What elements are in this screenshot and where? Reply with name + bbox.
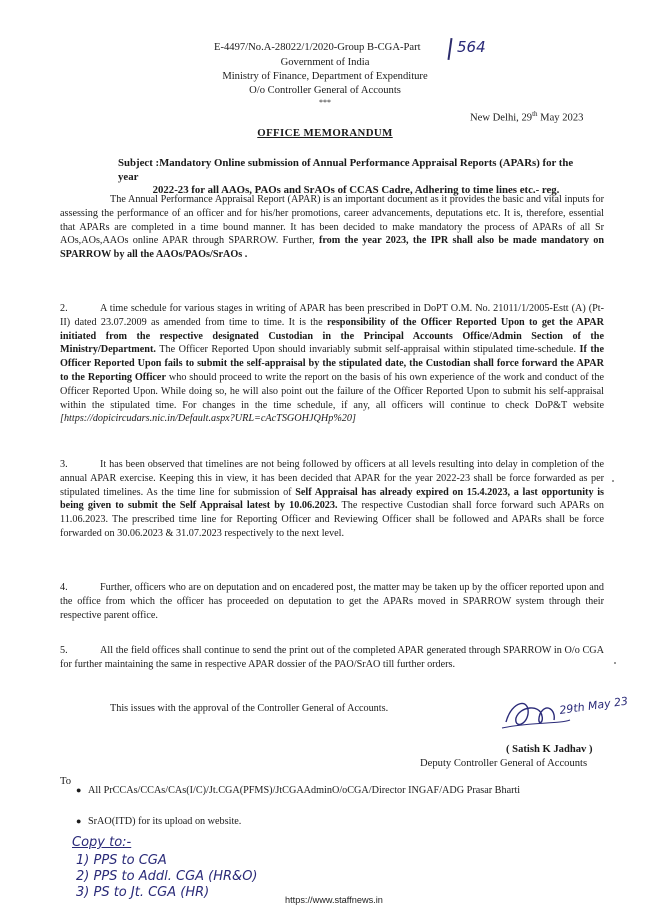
- margin-dot: [614, 662, 616, 664]
- stars-divider: ***: [319, 98, 331, 107]
- signature-date: 29th May 23: [558, 694, 629, 717]
- copy-to-heading: Copy to:-: [72, 835, 132, 850]
- paragraph-5: 5. All the field offices shall continue to send the print out of the completed APAR generated through SPARROW in O/o CGA for further maintaining the same in respective APAR dossier of the PAO/SrAO till further orders.: [60, 645, 604, 670]
- handwritten-signature: [500, 692, 630, 738]
- copy-to-item: 1) PPS to CGA: [76, 853, 167, 868]
- signatory-name: ( Satish K Jadhav ): [506, 744, 593, 755]
- handwritten-page-number: 564: [457, 38, 486, 56]
- org-line-2: Ministry of Finance, Department of Expenditure: [222, 71, 428, 82]
- paragraph-1: The Annual Performance Appraisal Report (APAR) is an important document as it provides the basic and vital inputs for assessing the performance of an officer and for his/her promotions, career advancements, deputations etc. It is, therefore, essential that APARs are completed in a time bound manner. It has been decided to make mandatory the process of APARs of all Sr AOs,AOs,AAOs online APAR through SPARROW. Further, from the year 2023, the IPR shall also be made mandatory on SPARROW by all the AAOs/PAOs/SrAOs .: [60, 194, 604, 261]
- copy-to-item: 3) PS to Jt. CGA (HR): [76, 885, 210, 900]
- dopt-link[interactable]: [https://dopicircudars.nic.in/Default.aspx?URL=cAcTSGOHJQHp%20]: [60, 413, 356, 425]
- approval-line: This issues with the approval of the Controller General of Accounts.: [110, 703, 389, 714]
- recipient-item: ● SrAO(ITD) for its upload on website.: [76, 816, 242, 827]
- bullet-icon: ●: [76, 785, 82, 795]
- signatory-designation: Deputy Controller General of Accounts: [420, 758, 588, 769]
- reference-number: E-4497/No.A-28022/1/2020-Group B-CGA-Part: [214, 42, 421, 53]
- footer-website[interactable]: https://www.staffnews.in: [285, 895, 383, 905]
- memo-date: New Delhi, 29th May 2023: [470, 110, 584, 124]
- memo-subject: Subject :Mandatory Online submission of Annual Performance Appraisal Reports (APARs) for the year 2022-23 for all AAOs, PAOs and SrAOs of CCAS Cadre, Adhering to time lines etc.- reg.: [118, 157, 574, 196]
- paragraph-3: 3. It has been observed that timelines are not being followed by officers at all levels resulting into delay in completion of the annual APAR exercise. Keeping this in view, it has been decided that APAR for the year 2022-23 shall be force forwarded as per stipulated timelines. As the time line for submission of Self Appraisal has already expired on 15.4.2023, a last opportunity is being given to submit the Self Appraisal latest by 10.06.2023. The respective Custodian shall force forward such APARs on 11.06.2023. The prescribed time line for Reporting Officer and Reviewing Officer shall be followed and APARs shall be force forwarded on 30.06.2023 & 31.07.2023 respectively to the next level.: [60, 459, 604, 539]
- paragraph-4: 4. Further, officers who are on deputation and on encadered post, the matter may be taken up by the officer reported upon and the office from which the officer has proceeded on deputation to get the APARs moved in SPARROW system through their respective parent office.: [60, 582, 604, 621]
- recipient-item: ● All PrCCAs/CCAs/CAs(I/C)/Jt.CGA(PFMS)/JtCGAAdminO/oCGA/Director INGAF/ADG Prasar Bharti: [76, 785, 521, 796]
- memo-title: OFFICE MEMORANDUM: [257, 127, 393, 139]
- org-line-3: O/o Controller General of Accounts: [249, 85, 401, 96]
- margin-dot: [612, 480, 614, 482]
- paragraph-2: 2. A time schedule for various stages in writing of APAR has been prescribed in DoPT O.M. No. 21011/1/2005-Estt (A) (Pt-II) dated 23.07.2009 as amended from time to time. It is the responsibility of the Officer Reported Upon to get the APAR initiated from the respective designated Custodian in the Principal Accounts Office/Admin Section of the Ministry/Department. The Officer Reported Upon should invariably submit self-appraisal within stipulated time-schedule. If the Officer Reported Upon fails to submit the self-appraisal by the stipulated date, the Custodian shall force forward the APAR to the Reporting Officer who should proceed to write the report on the basis of his own experience of the work and conduct of the Officer Reported Upon. While doing so, he will also point out the failure of the Officer Reported Upon to submit his self-appraisal within the stipulated time. For changes in the time schedule, if any, all officers will continue to check DoP&T website [https://dopicircudars.nic.in/Default.aspx?URL=cAcTSGOHJQHp%20]: [60, 303, 604, 425]
- copy-to-item: 2) PPS to Addl. CGA (HR&O): [76, 869, 258, 884]
- to-label: To: [60, 776, 72, 787]
- bullet-icon: ●: [76, 816, 82, 826]
- org-line-1: Government of India: [280, 57, 370, 68]
